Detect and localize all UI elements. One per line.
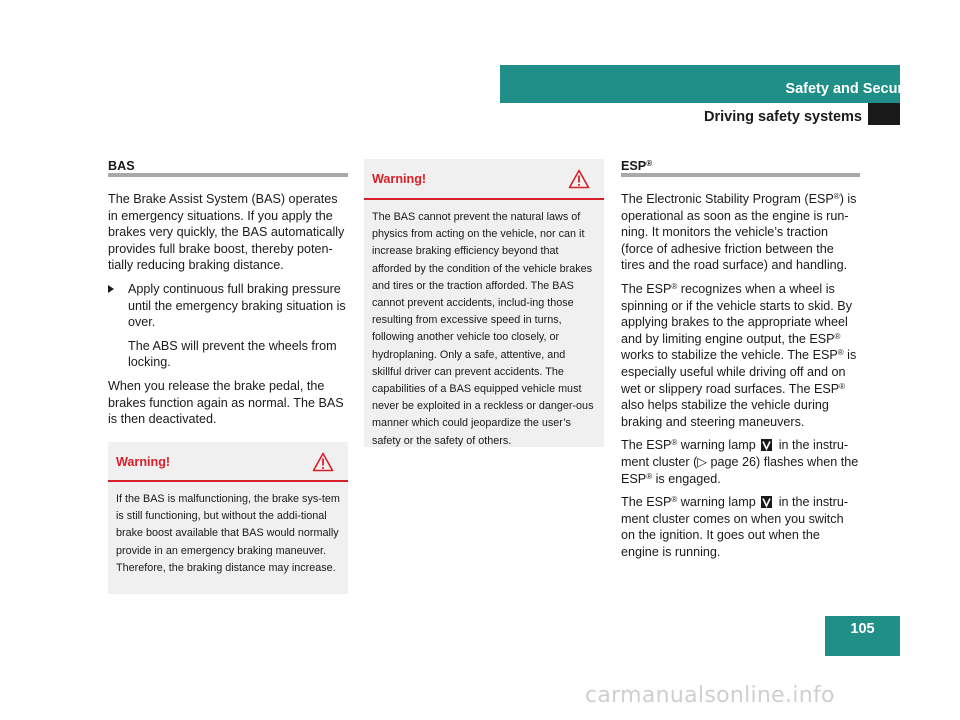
- bas-column: [108, 158, 348, 435]
- esp-heading-rule: [621, 173, 860, 177]
- page-reference-arrow-icon: ▷: [697, 454, 707, 469]
- esp-warning-lamp-icon: [761, 496, 772, 508]
- esp-paragraph-1: The Electronic Stability Program (ESP®) is operational as soon as the engine is run-ning. It monitors the vehicle’s traction (force of adhesive friction between the tires and the road surface) and handling.: [621, 192, 857, 273]
- bas-release: When you release the brake pedal, the brakes function again as normal. The BAS is then deactivated.: [108, 378, 344, 427]
- bas-bullet-text: Apply continuous full braking pressure until the emergency braking situation is over.: [128, 281, 346, 330]
- esp-paragraph-2: The ESP® recognizes when a wheel is spinning or if the vehicle starts to skid. By applying brakes to the appropriate wheel and by limiting engine output, the ESP® works to stabilize the vehicle. The ESP® is especially useful while driving off and on wet or slippery road surfaces. The ESP® also helps stabilize the vehicle during braking and steering maneuvers.: [621, 281, 857, 429]
- esp-column: [621, 158, 860, 567]
- warning-triangle-icon: [568, 169, 590, 189]
- bas-heading: BAS: [108, 159, 135, 173]
- bas-intro: The Brake Assist System (BAS) operates in emergency situations. If you apply the brakes very quickly, the BAS automatically provides full brake boost, thereby poten-tially reducing braking distance.: [108, 192, 345, 273]
- watermark: carmanualsonline.info: [585, 683, 835, 708]
- warning-box-bas-malfunction: [108, 442, 348, 594]
- bas-indent-note: The ABS will prevent the wheels from locking.: [128, 338, 337, 370]
- warning-text: The BAS cannot prevent the natural laws of physics from acting on the vehicle, nor can it increase braking efficiency beyond that afforded by the condition of the vehicle brakes and tires or the traction afforded. The BAS cannot prevent accidents, includ-ing those resulting from excessive speed in turns, following another vehicle too closely, or hydroplaning. Only a safe, attentive, and skillful driver can prevent accidents. The capabilities of a BAS equipped vehicle must never be exploited in a reckless or danger-ous manner which could jeopardize the user’s safety or the safety of others.: [372, 211, 594, 447]
- section-subtitle: Driving safety systems: [704, 109, 862, 125]
- warning-header: [108, 442, 348, 482]
- warning-triangle-icon: [312, 452, 334, 472]
- esp-heading-text: ESP: [621, 159, 647, 173]
- esp-paragraph-4: The ESP® warning lamp in the instru-ment cluster comes on when you switch on the ignition. It goes out when the engine is running.: [621, 495, 849, 559]
- warning-box-bas-limits: [364, 159, 604, 447]
- esp-warning-lamp-icon: [761, 439, 772, 451]
- warning-title: Warning!: [372, 172, 427, 186]
- esp-heading: [621, 158, 860, 173]
- warning-title: Warning!: [116, 455, 171, 469]
- warning-text: If the BAS is malfunctioning, the brake sys-tem is still functioning, but without the addi-tional brake boost available that BAS would normally provide in an emergency braking maneuver. Therefore, the braking distance may increase.: [116, 493, 340, 574]
- esp-paragraph-3: The ESP® warning lamp in the instru-ment cluster (▷ page 26) flashes when the ESP® is engaged.: [621, 438, 859, 486]
- registered-mark: ®: [646, 159, 653, 168]
- bullet-arrow-icon: [108, 285, 114, 293]
- warning-header: [364, 159, 604, 200]
- section-title: Safety and Security: [785, 81, 920, 97]
- header-marker: [868, 103, 900, 125]
- bas-heading-rule: [108, 173, 348, 177]
- page-number: 105: [850, 621, 875, 637]
- bas-bullet: [108, 281, 348, 331]
